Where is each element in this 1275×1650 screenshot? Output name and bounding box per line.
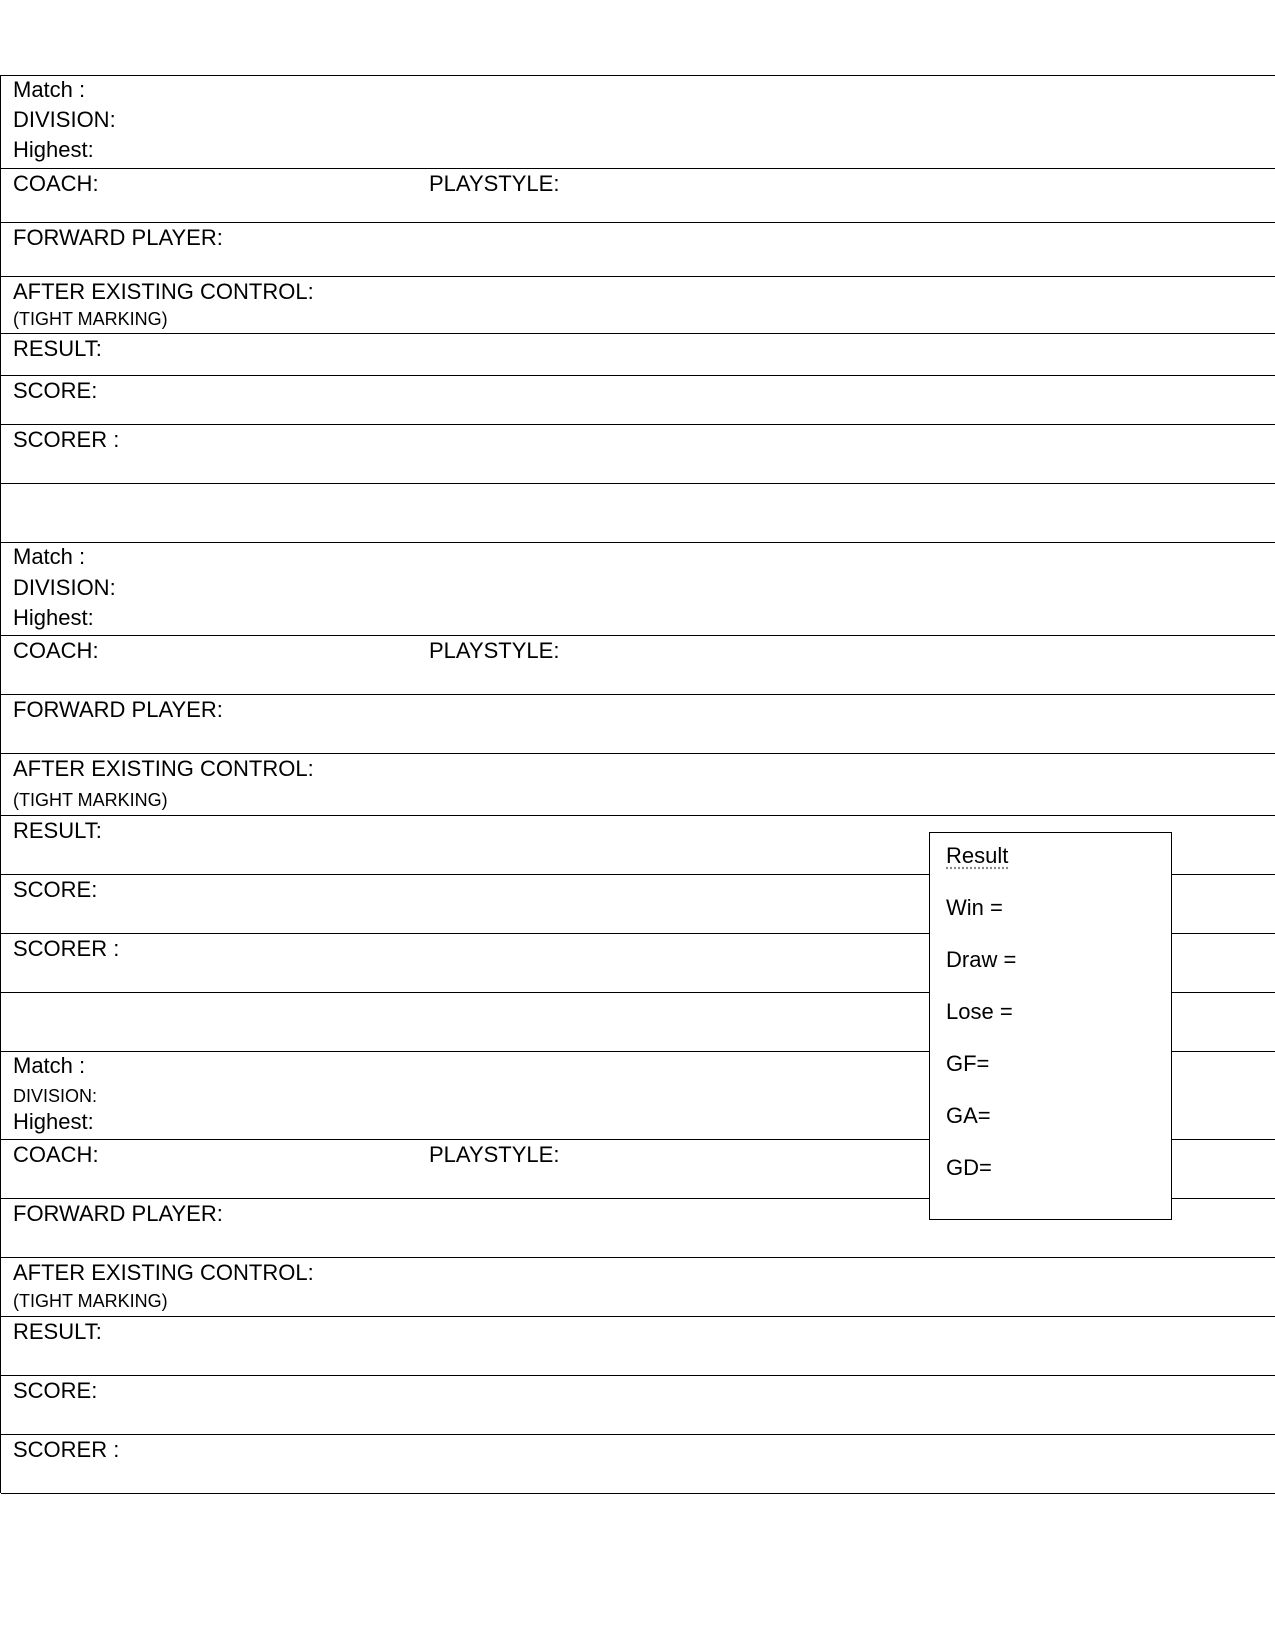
rule — [1, 694, 1275, 695]
rule — [1, 1375, 1275, 1376]
coach-label: COACH: — [13, 171, 99, 196]
rule-bottom — [1, 1493, 1275, 1494]
match-label: Match : — [13, 544, 86, 569]
playstyle-label: PLAYSTYLE: — [429, 171, 560, 196]
rule-top — [1, 75, 1275, 76]
tight-marking-label: (TIGHT MARKING) — [13, 1291, 168, 1311]
scorer-label: SCORER : — [13, 427, 120, 452]
rule — [1, 375, 1275, 376]
result-label: RESULT: — [13, 336, 102, 361]
score-label: SCORE: — [13, 877, 98, 902]
coach-label: COACH: — [13, 638, 99, 663]
scorer-label: SCORER : — [13, 1437, 120, 1462]
forward-player-label: FORWARD PLAYER: — [13, 697, 223, 722]
playstyle-label: PLAYSTYLE: — [429, 1142, 560, 1167]
rule — [1, 815, 1275, 816]
highest-label: Highest: — [13, 137, 94, 162]
forward-player-label: FORWARD PLAYER: — [13, 1201, 223, 1226]
tight-marking-label: (TIGHT MARKING) — [13, 309, 168, 329]
summary-win: Win = — [946, 895, 1003, 920]
division-label: DIVISION: — [13, 1086, 98, 1106]
rule — [1, 542, 1275, 543]
summary-gf: GF= — [946, 1051, 990, 1076]
highest-label: Highest: — [13, 605, 94, 630]
rule — [1, 276, 1275, 277]
division-label: DIVISION: — [13, 107, 116, 132]
match-record-form — [0, 75, 1275, 1493]
summary-draw: Draw = — [946, 947, 1017, 972]
playstyle-label: PLAYSTYLE: — [429, 638, 560, 663]
after-existing-control-label: AFTER EXISTING CONTROL: — [13, 1260, 314, 1285]
rule — [1, 333, 1275, 334]
tight-marking-label: (TIGHT MARKING) — [13, 790, 168, 810]
forward-player-label: FORWARD PLAYER: — [13, 225, 223, 250]
score-label: SCORE: — [13, 378, 98, 403]
match-label: Match : — [13, 1053, 86, 1078]
rule — [1, 168, 1275, 169]
rule — [1, 222, 1275, 223]
rule — [1, 635, 1275, 636]
rule — [1, 753, 1275, 754]
summary-lose: Lose = — [946, 999, 1013, 1024]
summary-ga: GA= — [946, 1103, 991, 1128]
match-label: Match : — [13, 77, 86, 102]
after-existing-control-label: AFTER EXISTING CONTROL: — [13, 756, 314, 781]
rule — [1, 1316, 1275, 1317]
after-existing-control-label: AFTER EXISTING CONTROL: — [13, 279, 314, 304]
result-label: RESULT: — [13, 818, 102, 843]
rule — [1, 1257, 1275, 1258]
result-label: RESULT: — [13, 1319, 102, 1344]
score-label: SCORE: — [13, 1378, 98, 1403]
rule — [1, 483, 1275, 484]
result-summary-box — [929, 832, 1172, 1220]
highest-label: Highest: — [13, 1109, 94, 1134]
rule — [1, 1434, 1275, 1435]
summary-title: Result — [946, 843, 1009, 868]
scorer-label: SCORER : — [13, 936, 120, 961]
summary-gd: GD= — [946, 1155, 992, 1180]
division-label: DIVISION: — [13, 575, 116, 600]
coach-label: COACH: — [13, 1142, 99, 1167]
rule — [1, 424, 1275, 425]
